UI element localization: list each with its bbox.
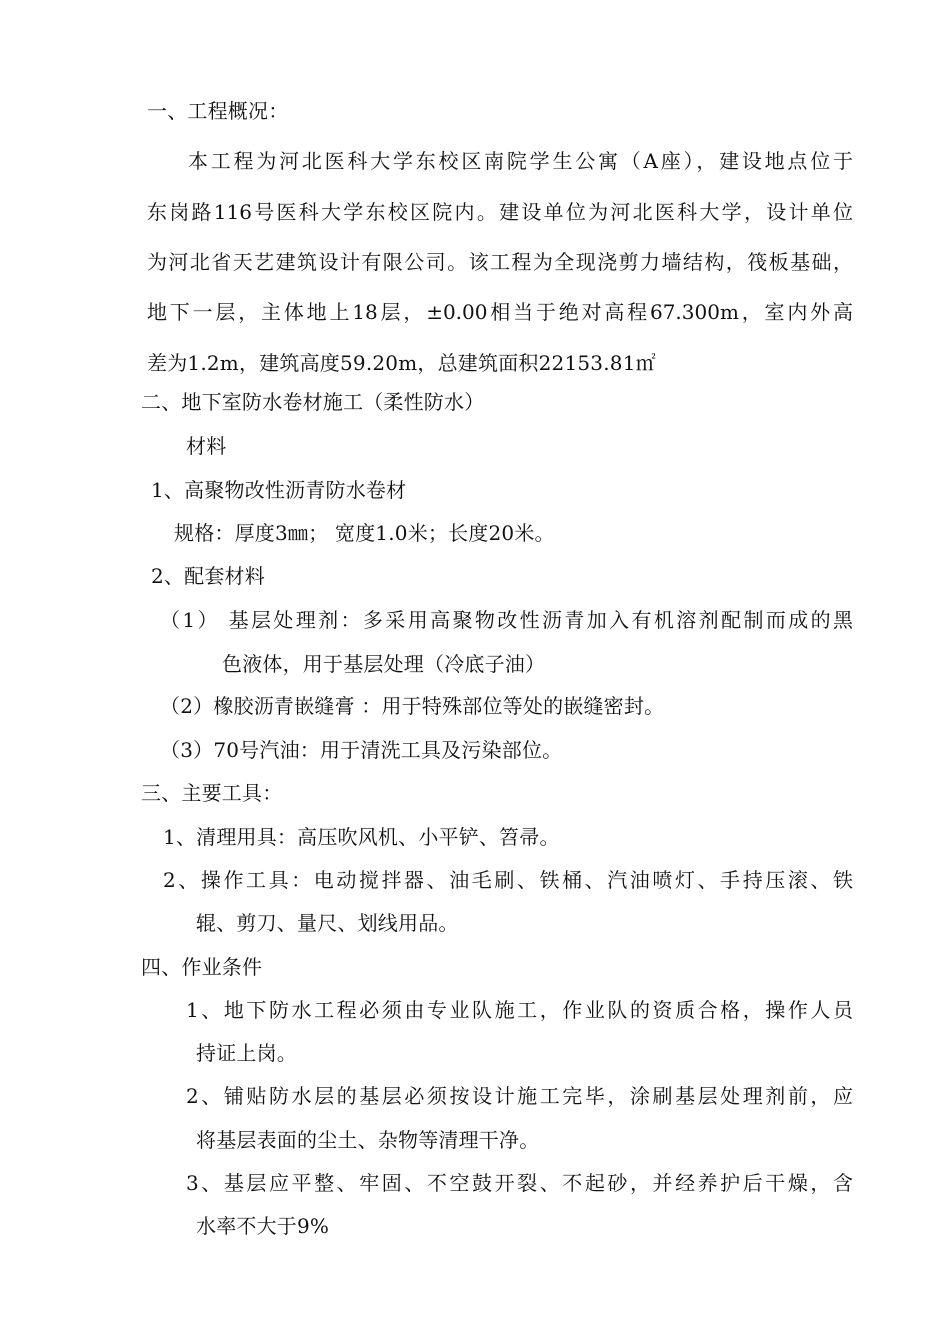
section-4-heading: 四、作业条件 <box>141 955 263 979</box>
material-item-2: 2、配套材料 <box>151 564 265 588</box>
tool-item-1: 1、清理用具：高压吹风机、小平铲、笤帚。 <box>163 825 560 849</box>
material-item-1-spec: 规格：厚度3㎜； 宽度1.0米；长度20米。 <box>174 521 555 545</box>
section-3-heading: 三、主要工具： <box>141 781 283 805</box>
section-1-heading: 一、工程概况： <box>147 99 289 123</box>
section-1-paragraph-line-5: 差为1.2m，建筑高度59.20m，总建筑面积22153.81㎡ <box>147 351 656 375</box>
condition-item-3-line-1: 3、基层应平整、牢固、不空鼓开裂、不起砂，并经养护后干燥，含 <box>186 1171 853 1195</box>
section-1-paragraph-line-4: 地下一层，主体地上18层，±0.00相当于绝对高程67.300m，室内外高 <box>147 300 853 324</box>
section-2-heading: 二、地下室防水卷材施工（柔性防水） <box>141 390 485 414</box>
section-1-paragraph-line-2: 东岗路116号医科大学东校区院内。建设单位为河北医科大学，设计单位 <box>147 200 853 224</box>
sub-item-2: （2）橡胶沥青嵌缝膏 ：用于特殊部位等处的嵌缝密封。 <box>160 694 665 718</box>
section-1-paragraph-line-3: 为河北省天艺建筑设计有限公司。该工程为全现浇剪力墙结构，筏板基础， <box>147 250 853 274</box>
condition-item-2-line-1: 2、铺贴防水层的基层必须按设计施工完毕，涂刷基层处理剂前，应 <box>186 1084 853 1108</box>
material-item-1: 1、高聚物改性沥青防水卷材 <box>151 478 407 502</box>
section-1-paragraph-line-1: 本工程为河北医科大学东校区南院学生公寓（A座），建设地点位于 <box>188 149 853 173</box>
condition-item-2-line-2: 将基层表面的尘土、杂物等清理干净。 <box>196 1128 540 1152</box>
condition-item-3-line-2: 水率不大于9% <box>196 1214 330 1238</box>
materials-label: 材料 <box>186 434 227 458</box>
tool-item-2-line-1: 2、操作工具：电动搅拌器、油毛刷、铁桶、汽油喷灯、手持压滚、铁 <box>163 868 853 892</box>
condition-item-1-line-1: 1、地下防水工程必须由专业队施工，作业队的资质合格，操作人员 <box>186 998 853 1022</box>
condition-item-1-line-2: 持证上岗。 <box>196 1041 297 1065</box>
sub-item-3: （3）70号汽油：用于清洗工具及污染部位。 <box>160 738 563 762</box>
sub-item-1-line-1: （1） 基层处理剂：多采用高聚物改性沥青加入有机溶剂配制而成的黑 <box>160 608 853 632</box>
tool-item-2-line-2: 辊、剪刀、量尺、划线用品。 <box>196 911 459 935</box>
sub-item-1-line-2: 色液体，用于基层处理（冷底子油） <box>222 652 546 676</box>
